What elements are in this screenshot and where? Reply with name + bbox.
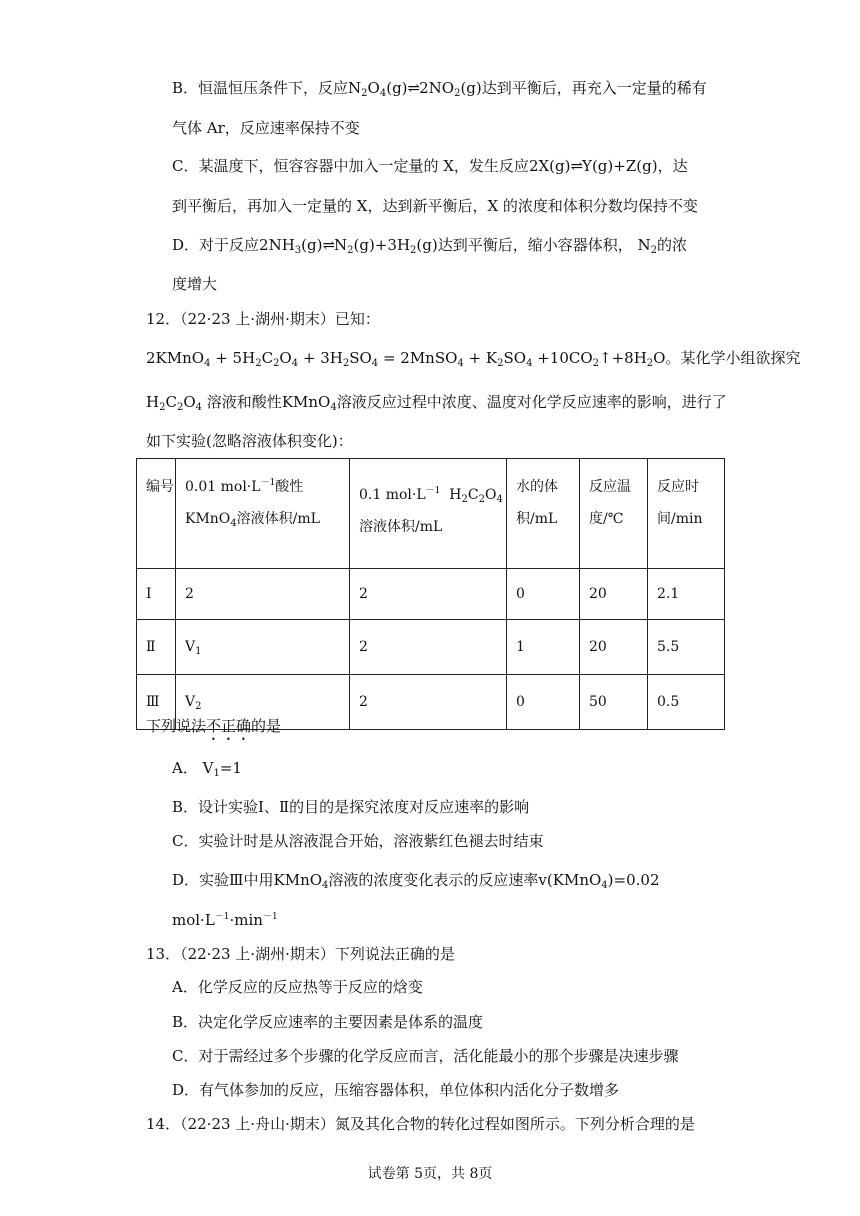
q14-stem: 14．（22·23 上·舟山·期末）氮及其化合物的转化过程如图所示。下列分析合理的是 (146, 1115, 695, 1133)
header-reaction-time: 反应时间/min (648, 459, 725, 569)
table-row (137, 620, 725, 675)
cell-h2c2o4-volume: 2 (350, 569, 507, 620)
q11-option-c-line2: 到平衡后，再加入一定量的 X，达到新平衡后，X 的浓度和体积分数均保持不变 (172, 197, 698, 215)
q12-question: 下列说法不正确的是 (146, 717, 282, 735)
header-temperature: 反应温度/℃ (580, 459, 648, 569)
cell-temperature: 20 (580, 569, 648, 620)
cell-number: Ⅰ (137, 569, 176, 620)
q12-option-b: B．设计实验Ⅰ、Ⅱ的目的是探究浓度对反应速率的影响 (172, 798, 530, 816)
q12-option-d-line2: $mol\cdot L^{-1}\cdot\min^{-1}$ (172, 911, 278, 929)
cell-reaction-time: 2.1 (648, 569, 725, 620)
cell-h2c2o4-volume: 2 (350, 620, 507, 675)
q11-option-b-line2: 气体 Ar，反应速率保持不变 (172, 119, 360, 137)
cell-water-volume: 0 (507, 675, 580, 730)
cell-number: Ⅱ (137, 620, 176, 675)
cell-number: Ⅲ (137, 675, 176, 730)
cell-reaction-time: 5.5 (648, 620, 725, 675)
q11-option-d-line1: D．对于反应$2NH_3(g)\rightleftharpoons N_2(g)+3H_2(g)$达到平衡后，缩小容器体积， $N_2$的浓 (172, 236, 688, 256)
header-number: 编号 (137, 459, 176, 569)
cell-reaction-time: 0.5 (648, 675, 725, 730)
q13-option-d: D．有气体参加的反应，压缩容器体积，单位体积内活化分子数增多 (172, 1081, 620, 1099)
q12-stem-line4: 如下实验(忽略溶液体积变化)： (146, 432, 353, 450)
q12-option-c: C．实验计时是从溶液混合开始，溶液紫红色褪去时结束 (172, 832, 544, 850)
cell-temperature: 20 (580, 620, 648, 675)
q13-option-b: B．决定化学反应速率的主要因素是体系的温度 (172, 1013, 484, 1031)
header-h2c2o4-volume: 0.1 $mol\cdot L^{-1}$ $H_2C_2O_4$ 溶液体积/mL (350, 459, 507, 569)
q12-option-d-line1: D．实验Ⅲ中用KMnO$_4$溶液的浓度变化表示的反应速率v(KMnO$_4$)=0.02 (172, 871, 660, 891)
q12-equation: 2KMnO$_4$ + $5H_2C_2O_4 + 3H_2SO_4$ = 2MnSO$_4$ + $K_2SO_4$ $+10CO_2↑+8H_2O$。某化学小组欲探究 (146, 349, 801, 369)
cell-h2c2o4-volume: 2 (350, 675, 507, 730)
q11-option-c-line1: C．某温度下，恒容容器中加入一定量的 X，发生反应2X(g)⇌Y(g)+Z(g)，达 (172, 157, 688, 175)
cell-kmno4-volume: $V_1$ (176, 620, 350, 675)
cell-water-volume: 0 (507, 569, 580, 620)
header-water-volume: 水的体积/mL (507, 459, 580, 569)
q11-option-d-line2: 度增大 (172, 275, 218, 293)
q11-option-b-line1: B．恒温恒压条件下，反应$N_2O_4(g)\rightleftharpoons 2NO_2(g)$达到平衡后，再充入一定量的稀有 (172, 79, 707, 99)
header-kmno4-volume: 0.01 $mol\cdot L^{-1}$酸性 KMnO$_4$溶液体积/mL (176, 459, 350, 569)
table-row (137, 569, 725, 620)
q12-stem-line3: $H_2C_2O_4$ 溶液和酸性KMnO$_4$溶液反应过程中浓度、温度对化学反应速率的影响，进行了 (146, 393, 727, 413)
q13-option-a: A．化学反应的反应热等于反应的焓变 (172, 978, 423, 996)
q13-stem: 13．（22·23 上·湖州·期末）下列说法正确的是 (146, 945, 455, 963)
q12-stem: 12．（22·23 上·湖州·期末）已知： (146, 310, 380, 328)
cell-kmno4-volume: 2 (176, 569, 350, 620)
cell-kmno4-volume: $V_2$ (176, 675, 350, 730)
q13-option-c: C．对于需经过多个步骤的化学反应而言，活化能最小的那个步骤是决速步骤 (172, 1047, 679, 1065)
cell-temperature: 50 (580, 675, 648, 730)
experiment-table (136, 458, 725, 730)
q12-option-a: A． $V_1=1$ (172, 759, 242, 779)
table-header-row (137, 459, 725, 569)
emphasis-not-correct: 不正确 (206, 717, 252, 735)
page-footer: 试卷第 5页，共 8页 (367, 1166, 493, 1182)
cell-water-volume: 1 (507, 620, 580, 675)
